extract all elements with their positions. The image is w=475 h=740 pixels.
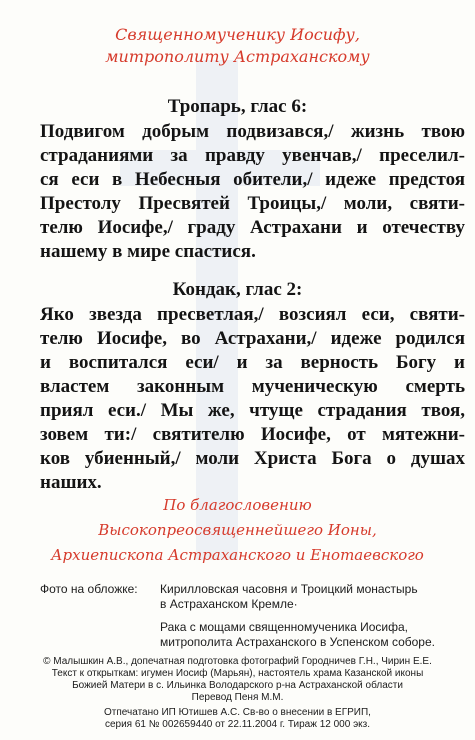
troparion-line: Подвигом добрым подвизався,/ жизнь твою: [40, 121, 465, 142]
cover-item-1-line-1: Кирилловская часовня и Троицкий монастырь: [160, 582, 418, 596]
blessing-line-2: Высокопреосвященнейшего Ионы,: [98, 521, 377, 539]
kontakion-heading: Кондак, глас 2:: [172, 279, 303, 300]
troparion-line: нашему в мире спастися.: [40, 241, 256, 262]
troparion-line: Престолу Пресвятей Троицы,/ моли, святи-: [40, 193, 465, 214]
credits-line: Перевод Пеня М.М.: [191, 692, 284, 703]
blessing-line-3: Архиепископа Астраханского и Енотаевского: [51, 546, 424, 564]
kontakion-line: ков убиенный,/ моли Христа Бога о душах: [40, 448, 465, 469]
troparion-line: страданиями за правду увенчав,/ преселил-: [40, 145, 465, 166]
troparion-line: телю Иосифе,/ граду Астрахани и отечеству: [40, 217, 465, 238]
troparion-line: ся еси в Небесныя обители,/ идеже предстоя: [40, 169, 465, 190]
cover-item-2-line-1: Рака с мощами священномученика Иосифа,: [160, 620, 409, 634]
kontakion-line: наших.: [40, 472, 102, 493]
credits-line: Отпечатано ИП Ютишев А.С. Св-во о внесении в ЕГРИП,: [104, 707, 371, 718]
kontakion-line: телю Иосифе, во Астрахани,/ идеже родился: [40, 328, 465, 349]
credits-line: Божией Матери в с. Ильинка Володарского р-на Астраханской области: [72, 680, 403, 691]
troparion-heading: Тропарь, глас 6:: [167, 96, 308, 117]
credits-line: серия 61 № 002659440 от 22.11.2004 г. Тираж 12 000 экз.: [104, 719, 371, 730]
cover-item-1-line-2: в Астраханском Кремле·: [160, 597, 298, 611]
kontakion-line: зовем ти:/ святителю Иосифе, от мятежни-: [40, 424, 465, 445]
credits-line: © Малышкин А.В., допечатная подготовка фотографий Городничев Г.Н., Чирин Е.Е.: [43, 656, 432, 667]
kontakion-line: властем законным мученическую смерть: [40, 376, 465, 397]
credits-line: Текст к открыткам: игумен Иосиф (Марьян), настоятель храма Казанской иконы: [51, 668, 424, 679]
kontakion-line: приял еси./ Мы же, чтуще страдания твоя,: [40, 400, 465, 421]
title-line-2: митрополиту Астраханскому: [105, 47, 370, 66]
cover-item-2-line-2: митрополита Астраханского в Успенском соборе.: [160, 635, 435, 649]
blessing-line-1: По благословению: [163, 496, 312, 514]
cover-photo-label: Фото на обложке:: [40, 582, 138, 596]
title-line-1: Священномученику Иосифу,: [115, 25, 360, 44]
kontakion-line: Яко звезда пресветлая,/ возсиял еси, святи-: [40, 304, 465, 325]
kontakion-line: и воспитался еси/ и за верность Богу и: [40, 352, 465, 373]
